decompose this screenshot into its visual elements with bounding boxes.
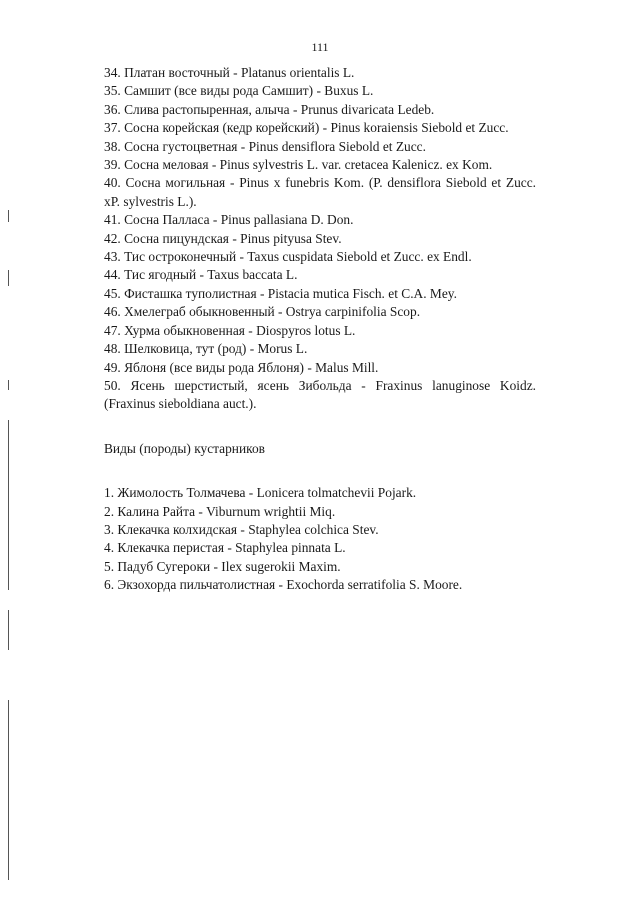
list-item: 5. Падуб Сугероки - Ilex sugerokii Maxim.	[104, 558, 341, 574]
list-item: 49. Яблоня (все виды рода Яблоня) - Malus Mill.	[104, 359, 379, 375]
list-item: 50. Ясень шерстистый, ясень Зибольда - Fraxinus lanuginose Koidz. (Fraxinus sieboldiana auct.).	[104, 377, 536, 412]
trees-list	[104, 64, 536, 414]
list-item: 46. Хмелеграб обыкновенный - Ostrya carpinifolia Scop.	[104, 304, 421, 320]
document-body	[104, 64, 536, 595]
scan-edge-mark	[8, 210, 9, 222]
scan-edge-mark	[8, 610, 9, 650]
shrubs-list	[104, 484, 536, 594]
list-item: 3. Клекачка колхидская - Staphylea colchica Stev.	[104, 521, 379, 537]
list-item: 42. Сосна пицундская - Pinus pityusa Stev.	[104, 230, 342, 246]
list-item: 4. Клекачка перистая - Staphylea pinnata L.	[104, 540, 346, 556]
list-item: 45. Фисташка туполистная - Pistacia mutica Fisch. et C.A. Mey.	[104, 285, 457, 301]
scan-edge-mark	[8, 420, 9, 590]
scan-edge-mark	[8, 270, 9, 286]
list-item: 39. Сосна меловая - Pinus sylvestris L. var. cretacea Kalenicz. ex Kom.	[104, 157, 493, 173]
list-item: 43. Тис остроконечный - Taxus cuspidata Siebold et Zucc. ex Endl.	[104, 249, 472, 265]
list-item: 36. Слива растопыренная, алыча - Prunus divaricata Ledeb.	[104, 101, 435, 117]
list-item: 2. Калина Райта - Viburnum wrightii Miq.	[104, 503, 336, 519]
list-item: 6. Экзохорда пильчатолистная - Exochorda serratifolia S. Moore.	[104, 577, 463, 593]
list-item: 44. Тис ягодный - Taxus baccata L.	[104, 267, 298, 283]
list-item: 41. Сосна Палласа - Pinus pallasiana D. Don.	[104, 212, 354, 228]
list-item: 35. Самшит (все виды рода Самшит) - Buxus L.	[104, 83, 374, 99]
list-item: 48. Шелковица, тут (род) - Morus L.	[104, 341, 308, 357]
list-item: 34. Платан восточный - Platanus orientalis L.	[104, 65, 355, 80]
list-item: 47. Хурма обыкновенная - Diospyros lotus L.	[104, 322, 356, 338]
list-item: 1. Жимолость Толмачева - Lonicera tolmatchevii Pojark.	[104, 485, 417, 501]
scan-edge-mark	[8, 380, 9, 390]
section-heading: Виды (породы) кустарников	[104, 440, 265, 456]
list-item: 38. Сосна густоцветная - Pinus densiflora Siebold et Zucc.	[104, 138, 426, 154]
scan-edge-mark	[8, 700, 9, 880]
page-number: 111	[311, 40, 329, 54]
list-item: 40. Сосна могильная - Pinus x funebris Kom. (P. densiflora Siebold et Zucc. xP. sylvestris L.).	[104, 175, 536, 209]
list-item: 37. Сосна корейская (кедр корейский) - Pinus koraiensis Siebold et Zucc.	[104, 120, 509, 136]
